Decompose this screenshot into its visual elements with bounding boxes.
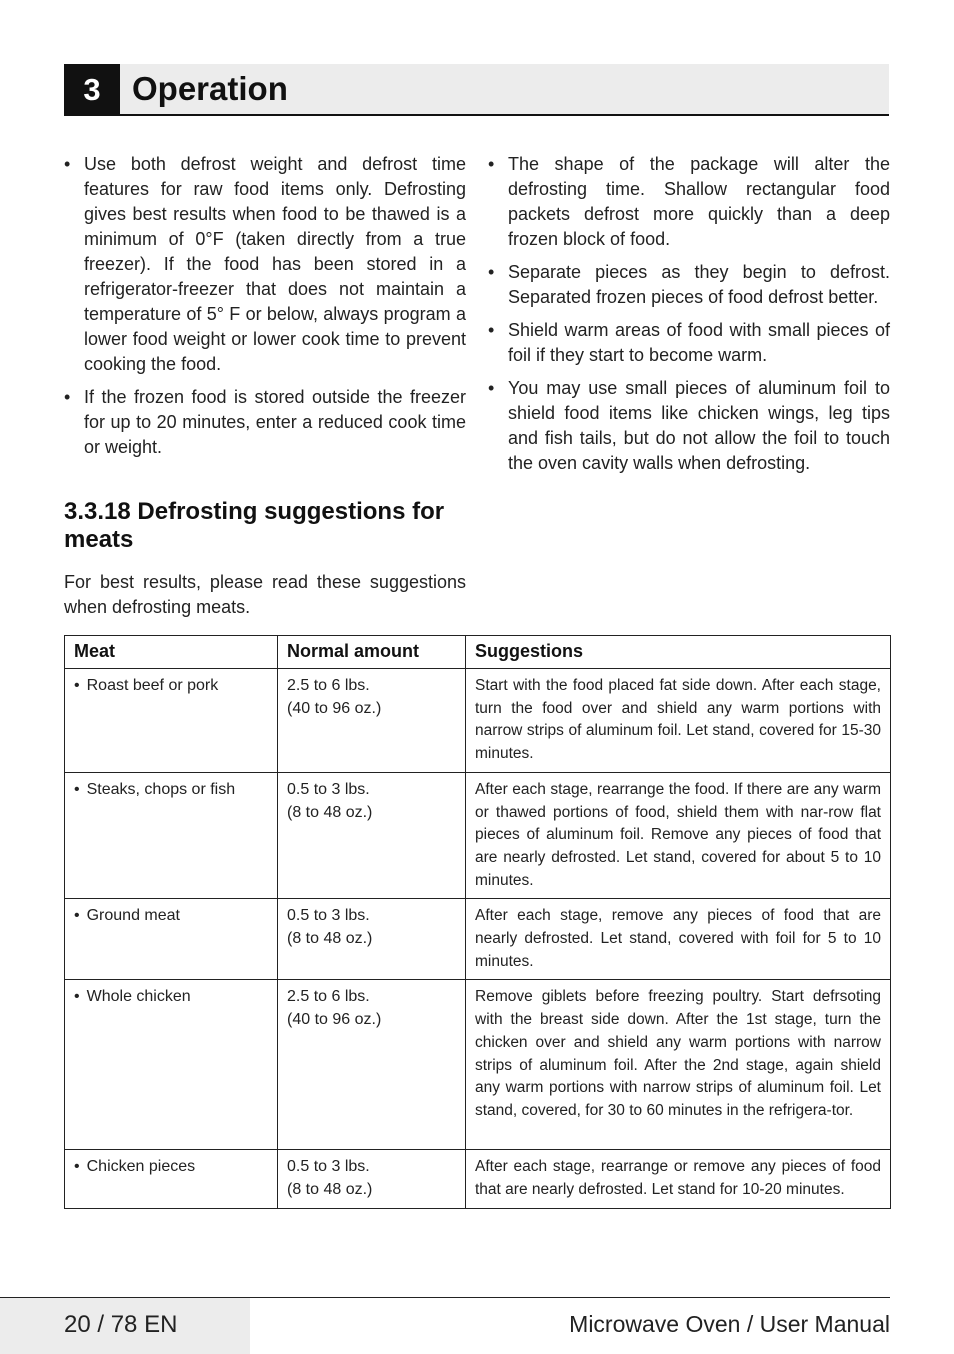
chapter-header (64, 64, 889, 116)
amount-lbs: 0.5 to 3 lbs. (287, 780, 370, 798)
meat-name: Roast beef or pork (86, 677, 219, 694)
amount-lbs: 0.5 to 3 lbs. (287, 1158, 370, 1176)
suggestion-cell: Start with the food placed fat side down. After each stage, turn the food over and shield any warm portions with narrow strips of aluminum foil. Let stand, covered for 15-30 minutes. (466, 669, 891, 773)
bullet-icon: • (488, 154, 495, 174)
left-column (64, 152, 466, 468)
bullet-icon: • (74, 907, 80, 925)
list-item (64, 385, 466, 460)
bullet-text: You may use small pieces of aluminum foil to shield food items like chicken wings, leg tips and fish tails, but do not allow the foil to touch the oven cavity walls when defrosting. (508, 378, 890, 473)
amount-cell (278, 899, 466, 980)
amount-oz: (8 to 48 oz.) (287, 930, 373, 948)
meat-cell (65, 772, 278, 899)
list-item (488, 152, 890, 252)
amount-cell (278, 772, 466, 899)
list-item (488, 318, 890, 368)
bullet-text: Separate pieces as they begin to defrost. Separated frozen pieces of food defrost better. (508, 262, 890, 307)
list-item (64, 152, 466, 377)
chapter-number: 3 (64, 64, 120, 114)
suggestion-cell: Remove giblets before freezing poultry. Start defrsoting with the breast side down. After the 1st stage, turn the chicken over and shield any warm portions with narrow strips of aluminum foil. After the 2nd stage, again shield any warm portions with narrow strips of aluminum foil. Let stand, covered, for 30 to 60 minutes in the refrigera-tor. (466, 980, 891, 1150)
meat-cell (65, 899, 278, 980)
column-header-suggestions: Suggestions (466, 636, 891, 669)
defrost-table (64, 635, 891, 1209)
bullet-icon: • (74, 988, 80, 1006)
list-item (488, 376, 890, 476)
amount-oz: (8 to 48 oz.) (287, 803, 373, 821)
chapter-title: Operation (132, 70, 288, 107)
suggestion-cell: After each stage, rearrange the food. If there are any warm or thawed portions of food, shield them with nar-row flat pieces of aluminum foil. Remove any pieces of food that are nearly defrosted. Let stand, covered for about 5 to 10 minutes. (466, 772, 891, 899)
amount-oz: (40 to 96 oz.) (287, 699, 382, 717)
amount-lbs: 2.5 to 6 lbs. (287, 988, 370, 1006)
amount-oz: (8 to 48 oz.) (287, 1181, 373, 1199)
section-intro: For best results, please read these suggestions when defrosting meats. (64, 572, 466, 617)
meat-cell (65, 1150, 278, 1208)
column-header-amount: Normal amount (278, 636, 466, 669)
suggestion-cell: After each stage, remove any pieces of food that are nearly defrosted. Let stand, covered with foil for 5 to 10 minutes. (466, 899, 891, 980)
bullet-text: The shape of the package will alter the defrosting time. Shallow rectangular food packets defrost more quickly than a deep frozen block of food. (508, 154, 890, 249)
meat-name: Steaks, chops or fish (86, 780, 236, 798)
bullet-icon: • (64, 387, 71, 407)
bullet-text: Shield warm areas of food with small pieces of foil if they start to become warm. (508, 320, 890, 365)
meat-cell (65, 669, 278, 773)
amount-cell (278, 669, 466, 773)
amount-cell (278, 980, 466, 1150)
meat-name: Chicken pieces (86, 1158, 196, 1176)
meat-name: Whole chicken (86, 988, 191, 1006)
bullet-text: Use both defrost weight and defrost time features for raw food items only. Defrosting gives best results when food to be thawed is a minimum of 0°F (taken directly from a true freezer). If the food has been stored in a refrigerator-freezer that does not maintain a temperature of 5° F or below, always program a lower food weight or lower cook time to prevent cooking the food. (84, 154, 466, 374)
bullet-icon: • (64, 154, 71, 174)
amount-oz: (40 to 96 oz.) (287, 1011, 382, 1029)
amount-lbs: 2.5 to 6 lbs. (287, 677, 370, 694)
bullet-icon: • (74, 677, 80, 694)
bullet-icon: • (74, 780, 80, 798)
list-item (488, 260, 890, 310)
meat-cell (65, 980, 278, 1150)
bullet-icon: • (488, 378, 495, 398)
table-row (65, 669, 891, 773)
bullet-icon: • (488, 262, 495, 282)
amount-lbs: 0.5 to 3 lbs. (287, 907, 370, 925)
document-title: Microwave Oven / User Manual (569, 1311, 890, 1337)
bullet-icon: • (488, 320, 495, 340)
section-title: 3.3.18 Defrosting suggestions for meats (64, 498, 445, 553)
table-row (65, 1150, 891, 1208)
amount-cell (278, 1150, 466, 1208)
meat-name: Ground meat (86, 907, 180, 925)
suggestion-cell: After each stage, rearrange or remove any pieces of food that are nearly defrosted. Let stand for 10-20 minutes. (466, 1150, 891, 1208)
right-column (488, 152, 890, 484)
bullet-icon: • (74, 1158, 80, 1176)
table-header-row (65, 636, 891, 669)
page-number: 20 / 78 EN (64, 1311, 178, 1338)
bullet-text: If the frozen food is stored outside the freezer for up to 20 minutes, enter a reduced cook time or weight. (84, 387, 466, 457)
column-header-meat: Meat (65, 636, 278, 669)
table-row (65, 980, 891, 1150)
table-row (65, 899, 891, 980)
table-row (65, 772, 891, 899)
